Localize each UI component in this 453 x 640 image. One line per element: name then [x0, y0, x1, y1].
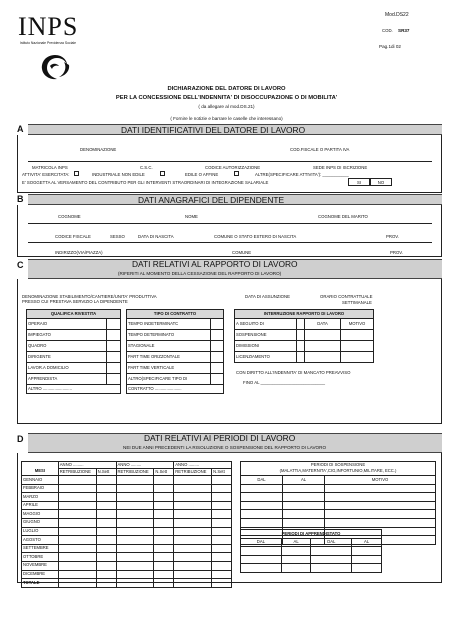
- cod-value: SR37: [398, 28, 410, 33]
- interruzione-checkbox[interactable]: [297, 341, 305, 352]
- label-si: SI: [356, 180, 362, 185]
- contratto-row: STAGIONALE: [127, 341, 211, 352]
- anno-2: ANNO .........: [116, 462, 174, 469]
- label-cognome-marito: COGNOME DEL MARITO: [318, 214, 368, 219]
- contratto-row: PART TIME ORIZZONTALE: [127, 352, 211, 363]
- label-data-assunzione: DATA DI ASSUNZIONE: [245, 294, 290, 299]
- qualifica-row: LAVOR.A DOMICILIO: [27, 363, 107, 374]
- qualifica-row: ALTRO .........................: [27, 385, 121, 394]
- contratto-checkbox[interactable]: [211, 319, 224, 330]
- label-no: NO: [377, 180, 385, 185]
- month-row: GIUGNO: [22, 518, 59, 527]
- month-row: MARZO: [22, 493, 59, 502]
- label-altre: ALTRE(SPECIFICARE ATTIVITA'): ___________: [255, 172, 349, 177]
- label-soggetta: E' SOGGETTA AL VERSAMENTO DEL CONTRIBUTO PER GLI INTERVENTI STRAORDINARI DI INTEGRAZIONE SALARIALE: [22, 180, 269, 185]
- section-b-title: DATI ANAGRAFICI DEL DIPENDENTE: [138, 195, 285, 205]
- form-code: Mod.DS22: [385, 12, 409, 18]
- title-note: ( da allegare al mod.DS.21): [198, 104, 255, 109]
- month-row: LUGLIO: [22, 527, 59, 536]
- anno-3: ANNO .........: [174, 462, 232, 469]
- month-row: AGOSTO: [22, 536, 59, 545]
- interruzione-checkbox[interactable]: [297, 352, 305, 363]
- label-con-diritto: CON DIRITTO ALL'INDENNITA' DI MANCATO PREAVVISO: [236, 370, 351, 375]
- interruzione-table: [234, 309, 374, 363]
- contratto-table: [126, 309, 224, 394]
- inps-logo: [18, 12, 98, 82]
- section-d-subtitle: NEI DUE ANNI PRECEDENTI LA RISOLUZIONE O SOSPENSIONE DEL RAPPORTO DI LAVORO: [123, 445, 327, 450]
- contratto-checkbox[interactable]: [211, 374, 224, 385]
- interruzione-data-field[interactable]: [305, 352, 341, 363]
- label-fino-al: FINO AL ___________________________: [243, 380, 326, 385]
- label-orario: ORARIO CONTRATTUALE: [320, 294, 373, 299]
- label-edile: EDILE O AFFINE: [185, 172, 219, 177]
- month-row: NOVEMBRE: [22, 561, 59, 570]
- sospensione-header: PERIODI DI SOSPENSIONE: [241, 462, 436, 469]
- label-denominazione: DENOMINAZIONE: [80, 147, 117, 152]
- month-row: APRILE: [22, 501, 59, 510]
- contratto-checkbox[interactable]: [211, 363, 224, 374]
- contratto-row: ALTRO(SPECIFICARE TIPO DI: [127, 374, 211, 385]
- section-c-title: DATI RELATIVI AL RAPPORTO DI LAVORO: [132, 259, 298, 269]
- interruzione-data-field[interactable]: [305, 341, 341, 352]
- apprendistato-table: PERIODI DI APPRENDISTATO DAL AL DAL AL: [240, 529, 382, 573]
- label-prov-2: PROV.: [390, 250, 403, 255]
- label-codice-fiscale: CODICE FISCALE: [55, 234, 91, 239]
- qualifica-checkbox[interactable]: [107, 363, 121, 374]
- qualifica-row: IMPIEGATO: [27, 330, 107, 341]
- label-presso: PRESSO CUI PRESTAVA SERVIZIO LA DIPENDENTE: [22, 299, 128, 304]
- sospensione-subheader: (MALATTIA,MATERNITA',CIG,INFORTUNIO,MILITARE, ECC.): [241, 469, 436, 476]
- interruzione-checkbox[interactable]: [297, 330, 305, 341]
- section-a-title: DATI IDENTIFICATIVI DEL DATORE DI LAVORO: [121, 125, 306, 135]
- label-csc: C.S.C.: [140, 165, 153, 170]
- interruzione-row: SOSPENSIONE: [235, 330, 297, 341]
- label-indirizzo: INDIRIZZO(VIA/PIAZZA): [55, 250, 103, 255]
- month-row: DICEMBRE: [22, 570, 59, 579]
- cod-label: COD.: [382, 28, 393, 33]
- page-number: Pag.1di 02: [379, 44, 401, 49]
- interruzione-header: INTERRUZIONE RAPPORTO DI LAVORO: [235, 310, 374, 319]
- label-prov-1: PROV.: [386, 234, 399, 239]
- label-denominazione-stab: DENOMINAZIONE STABILIMENTO/CANTIERE/UNITA' PRODUTTIVA: [22, 294, 157, 299]
- label-sede: SEDE INPS DI ISCRIZIONE: [313, 165, 368, 170]
- qualifica-header: QUALIFICA RIVESTITA: [27, 310, 121, 319]
- label-motivo-sosp: MOTIVO: [325, 476, 436, 485]
- label-data-nascita: DATA DI NASCITA: [138, 234, 174, 239]
- interruzione-motivo-field[interactable]: [341, 352, 374, 363]
- label-industriale: INDUSTRIALE NON EDILE: [92, 172, 145, 177]
- document-title: DICHIARAZIONE DEL DATORE DI LAVORO: [167, 86, 286, 92]
- total-row: TOTALE: [22, 579, 59, 588]
- label-dal: DAL: [241, 476, 283, 485]
- month-row: FEBBRAIO: [22, 484, 59, 493]
- qualifica-row: QUADRO: [27, 341, 107, 352]
- qualifica-row: OPERAIO: [27, 319, 107, 330]
- month-row: MAGGIO: [22, 510, 59, 519]
- section-b-letter: B: [17, 194, 24, 204]
- label-nome: NOME: [185, 214, 198, 219]
- contratto-row: TEMPO DETERMINATO: [127, 330, 211, 341]
- label-mesi: MESI: [22, 469, 59, 476]
- apprendistato-header: PERIODI DI APPRENDISTATO: [241, 530, 382, 539]
- label-cognome: COGNOME: [58, 214, 81, 219]
- label-comune: COMUNE: [232, 250, 252, 255]
- section-a-letter: A: [17, 124, 24, 134]
- label-matricola: MATRICOLA INPS: [32, 165, 68, 170]
- contratto-row: TEMPO INDETERMINATC: [127, 319, 211, 330]
- label-settimanale: SETTIMANALE: [342, 300, 372, 305]
- label-sesso: SESSO: [110, 234, 125, 239]
- logo-subtitle: Istituto Nazionale Previdenza Sociale: [20, 41, 76, 45]
- interruzione-data-field[interactable]: [305, 330, 341, 341]
- contratto-row: CONTRATTO .......................: [127, 385, 224, 394]
- instructions-note: ( Fornire le notizie e barrare le caselle che interessano): [170, 116, 283, 121]
- month-row: SETTEMBRE: [22, 544, 59, 553]
- contratto-checkbox[interactable]: [211, 352, 224, 363]
- qualifica-table: [26, 309, 121, 394]
- anno-1: ANNO .........: [58, 462, 116, 469]
- qualifica-checkbox[interactable]: [107, 352, 121, 363]
- month-row: OTTOBRE: [22, 553, 59, 562]
- label-attivita: ATTIVITA' ESERCITATA:: [22, 172, 70, 177]
- month-row: GENNAIO: [22, 476, 59, 485]
- contratto-checkbox[interactable]: [211, 341, 224, 352]
- label-seguito: A SEGUITO DI: [235, 319, 297, 330]
- interruzione-row: DIMISSIONI: [235, 341, 297, 352]
- label-motivo: MOTIVO: [341, 319, 374, 330]
- document-title-line2: PER LA CONCESSIONE DELL'INDENNITA' DI DISOCCUPAZIONE O DI MOBILITA': [115, 95, 338, 101]
- contratto-row: PART TIME VERTICALE: [127, 363, 211, 374]
- label-codfiscale: COD.FISCALE O PARTITA IVA: [290, 147, 350, 152]
- label-data: DATA: [305, 319, 341, 330]
- checkbox-industriale-2[interactable]: [160, 171, 165, 176]
- logo-text: INPS: [18, 12, 79, 41]
- interruzione-row: LICENZIAMENTO: [235, 352, 297, 363]
- qualifica-checkbox[interactable]: [107, 341, 121, 352]
- contratto-checkbox[interactable]: [211, 330, 224, 341]
- label-codice-aut: CODICE AUTORIZZAZIONE: [205, 165, 261, 170]
- checkbox-edile[interactable]: [234, 171, 239, 176]
- qualifica-row: APPRENDISTA: [27, 374, 107, 385]
- qualifica-checkbox[interactable]: [107, 374, 121, 385]
- interruzione-motivo-field[interactable]: [341, 341, 374, 352]
- contratto-header: TIPO DI CONTRATTO: [127, 310, 224, 319]
- interruzione-motivo-field[interactable]: [341, 330, 374, 341]
- logo-swirl-icon: [38, 52, 72, 82]
- qualifica-checkbox[interactable]: [107, 330, 121, 341]
- section-c-letter: C: [17, 260, 24, 270]
- qualifica-row: DIRIGENTE: [27, 352, 107, 363]
- label-al: AL: [283, 476, 325, 485]
- section-d-letter: D: [17, 434, 24, 444]
- checkbox-industriale[interactable]: [74, 171, 79, 176]
- label-comune-nascita: COMUNE O STATO ESTERO DI NASCITA: [214, 234, 297, 239]
- qualifica-checkbox[interactable]: [107, 319, 121, 330]
- section-c-subtitle: (RIFERITI AL MOMENTO DELLA CESSAZIONE DEL RAPPORTO DI LAVORO): [118, 271, 282, 276]
- section-d-title: DATI RELATIVI AI PERIODI DI LAVORO: [144, 433, 296, 443]
- periodi-lavoro-table: ANNO ......... ANNO ......... ANNO ......... MESI RETRIBUZIONE N.Sett RETRIBUZIONE N.Sett RETRIBUZIONE N.Sett GENNAIO FEBBRAIO MARZO APRILE MAGGIO GIUGNO LUGLIO AGOSTO SETTEMBRE OTTOBRE NOVEMBRE DICEMBRE TOTALE: [21, 461, 232, 588]
